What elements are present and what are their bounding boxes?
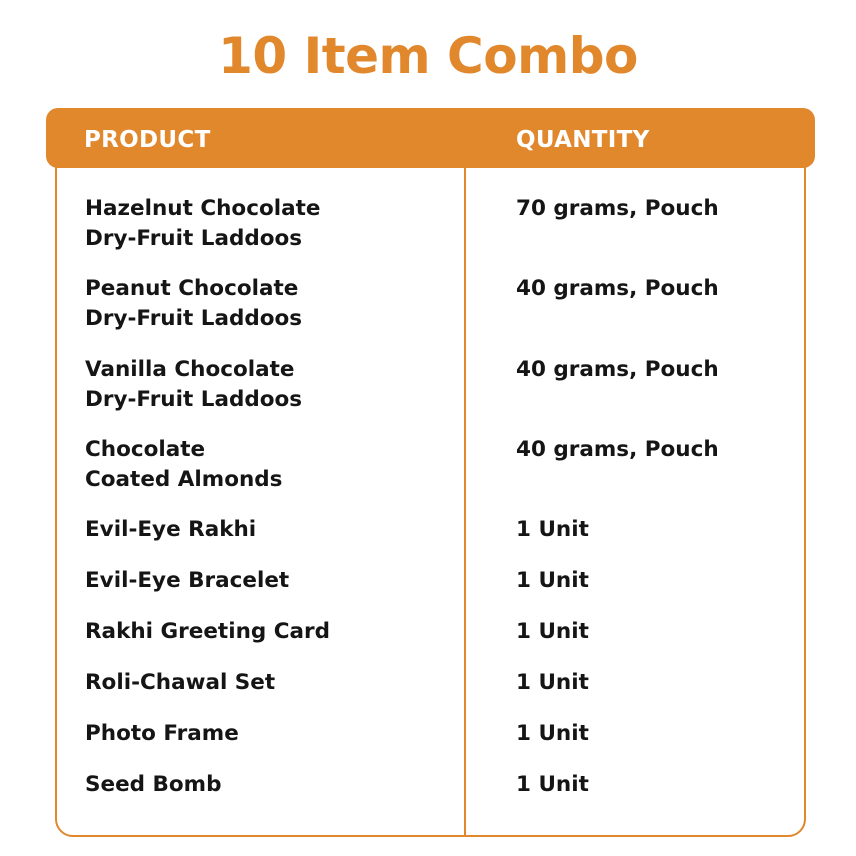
product-name-line: Chocolate bbox=[85, 437, 206, 462]
quantity-cell: 1 Unit bbox=[516, 568, 589, 593]
quantity-cell: 40 grams, Pouch bbox=[516, 276, 719, 301]
product-name-line: Photo Frame bbox=[85, 721, 239, 746]
product-name-line: Roli-Chawal Set bbox=[85, 670, 276, 695]
product-cell bbox=[85, 617, 445, 647]
product-cell bbox=[85, 668, 445, 698]
quantity-cell: 40 grams, Pouch bbox=[516, 437, 719, 462]
product-name-line: Evil-Eye Rakhi bbox=[85, 517, 257, 542]
quantity-cell: 1 Unit bbox=[516, 670, 589, 695]
quantity-cell: 1 Unit bbox=[516, 772, 589, 797]
product-name-line: Dry-Fruit Laddoos bbox=[85, 225, 303, 251]
quantity-cell: 40 grams, Pouch bbox=[516, 357, 719, 382]
product-cell bbox=[85, 194, 445, 253]
product-name-line: Seed Bomb bbox=[85, 772, 222, 797]
product-cell bbox=[85, 515, 445, 545]
product-name-line: Dry-Fruit Laddoos bbox=[85, 305, 303, 331]
product-cell bbox=[85, 274, 445, 333]
product-name-line: Hazelnut Chocolate bbox=[85, 196, 321, 221]
column-header-product: PRODUCT bbox=[84, 127, 211, 153]
product-name-line: Rakhi Greeting Card bbox=[85, 619, 331, 644]
product-cell bbox=[85, 719, 445, 749]
column-header-quantity: QUANTITY bbox=[516, 127, 650, 153]
product-name-line: Coated Almonds bbox=[85, 466, 283, 492]
product-name-line: Vanilla Chocolate bbox=[85, 357, 295, 382]
quantity-cell: 1 Unit bbox=[516, 721, 589, 746]
product-name-line: Dry-Fruit Laddoos bbox=[85, 386, 303, 412]
product-cell bbox=[85, 435, 445, 494]
product-cell bbox=[85, 770, 445, 800]
quantity-cell: 1 Unit bbox=[516, 619, 589, 644]
quantity-cell: 1 Unit bbox=[516, 517, 589, 542]
product-cell bbox=[85, 355, 445, 414]
page-title: 10 Item Combo bbox=[218, 27, 638, 85]
product-cell bbox=[85, 566, 445, 596]
column-divider bbox=[464, 168, 466, 836]
quantity-cell: 70 grams, Pouch bbox=[516, 196, 719, 221]
product-name-line: Peanut Chocolate bbox=[85, 276, 299, 301]
product-name-line: Evil-Eye Bracelet bbox=[85, 568, 290, 593]
table-header bbox=[46, 108, 815, 168]
